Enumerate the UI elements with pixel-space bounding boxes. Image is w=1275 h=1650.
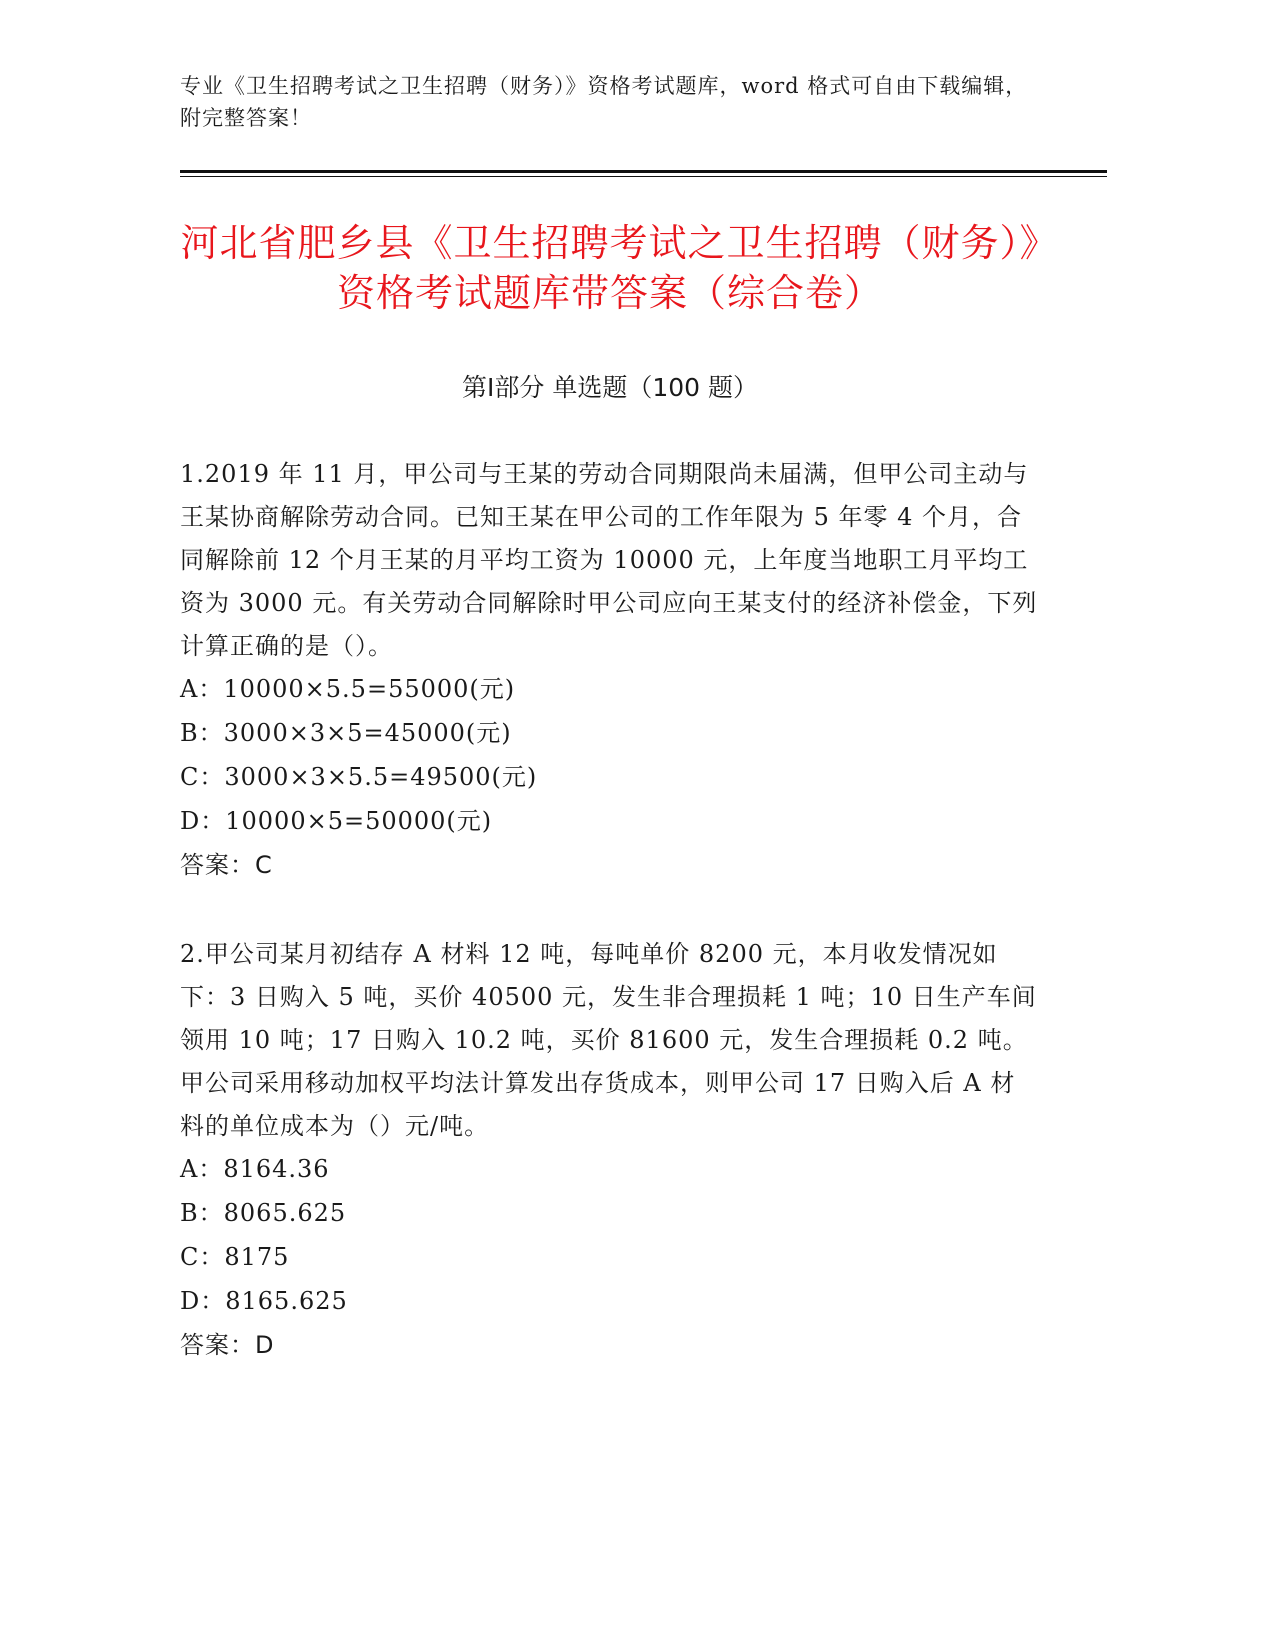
- option-a: A：10000×5.5=55000(元): [180, 675, 516, 703]
- section-title: 第Ⅰ部分 单选题（100 题）: [462, 373, 758, 402]
- option-c: C：3000×3×5.5=49500(元): [180, 763, 538, 791]
- header-note: 专业《卫生招聘考试之卫生招聘（财务）》资格考试题库，word 格式可自由下载编辑，附完整答案！: [180, 74, 1028, 130]
- option-a: A：8164.36: [180, 1155, 330, 1183]
- option-c: C：8175: [180, 1243, 290, 1271]
- option-b: B：3000×3×5=45000(元): [180, 719, 512, 747]
- question-stem: 1.2019 年 11 月，甲公司与王某的劳动合同期限尚未届满，但甲公司主动与王某协商解除劳动合同。已知王某在甲公司的工作年限为 5 年零 4 个月，合同解除前 12 个月王某的月平均工资为 10000 元，上年度当地职工月平均工资为 3000 元。有关劳动合同解除时甲公司应向王某支付的经济补偿金，下列计算正确的是（）。: [180, 460, 1038, 660]
- option-d: D：8165.625: [180, 1287, 348, 1315]
- document-title: 河北省肥乡县《卫生招聘考试之卫生招聘（财务）》资格考试题库带答案（综合卷）: [180, 221, 1040, 315]
- question-stem: 2.甲公司某月初结存 A 材料 12 吨，每吨单价 8200 元，本月收发情况如下：3 日购入 5 吨，买价 40500 元，发生非合理损耗 1 吨；10 日生产车间领用 10 吨；17 日购入 10.2 吨，买价 81600 元，发生合理损耗 0.2 吨。甲公司采用移动加权平均法计算发出存货成本，则甲公司 17 日购入后 A 材料的单位成本为（）元/吨。: [180, 940, 1037, 1140]
- answer-label: 答案：D: [180, 1331, 275, 1359]
- question-2: [180, 933, 1040, 1367]
- header-divider-thin: [180, 176, 1107, 177]
- question-1: [180, 453, 1040, 887]
- answer-label: 答案：C: [180, 851, 273, 879]
- option-d: D：10000×5=50000(元): [180, 807, 493, 835]
- header-divider-thick: [180, 170, 1107, 173]
- option-b: B：8065.625: [180, 1199, 347, 1227]
